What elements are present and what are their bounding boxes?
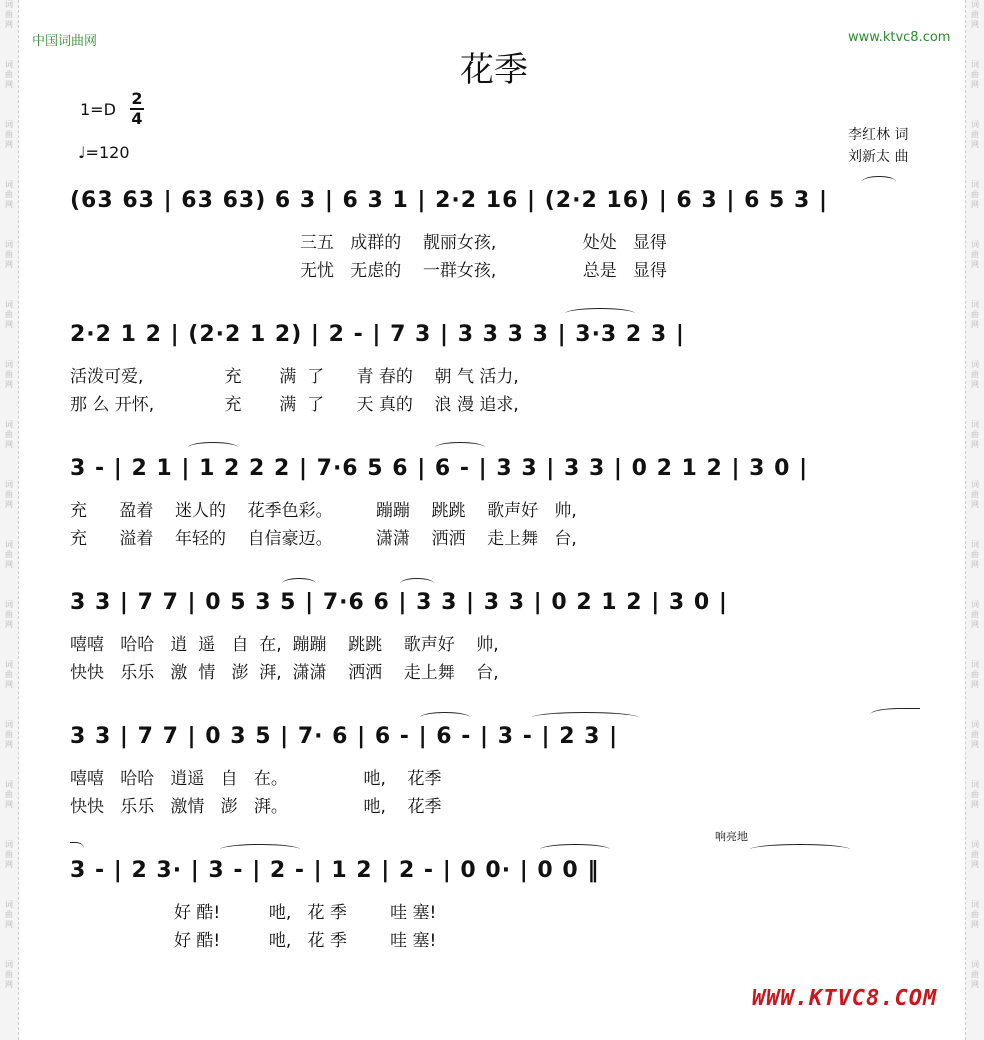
watermark-text: 词 曲 网 xyxy=(971,900,979,929)
slur-mark xyxy=(435,442,485,453)
watermark-text: 词 曲 网 xyxy=(971,780,979,809)
watermark-text: 词 曲 网 xyxy=(5,900,13,929)
footer-logo: WWW.KTVC8.COM xyxy=(752,986,938,1011)
watermark-text: 词 曲 网 xyxy=(971,660,979,689)
score-system-2 xyxy=(70,322,930,422)
time-signature xyxy=(130,90,144,128)
watermark-text: 词 曲 网 xyxy=(5,480,13,509)
watermark-text: 词 曲 网 xyxy=(5,780,13,809)
watermark-text: 词 曲 网 xyxy=(5,360,13,389)
notation-line-6: 3 - | 2 3· | 3 - | 2 - | 1 2 | 2 - | 0 0· | 0 0 ‖ xyxy=(70,858,600,883)
watermark-text: 词 曲 网 xyxy=(971,960,979,989)
watermark-text: 词 曲 网 xyxy=(971,600,979,629)
slur-mark xyxy=(862,176,896,187)
slur-mark xyxy=(540,844,610,855)
watermark-text: 词 曲 网 xyxy=(5,240,13,269)
song-title: 花季 xyxy=(460,50,528,90)
watermark-text: 词 曲 网 xyxy=(5,300,13,329)
watermark-text: 词 曲 网 xyxy=(971,300,979,329)
site-url-right[interactable]: www.ktvc8.com xyxy=(848,30,951,45)
watermark-text: 词 曲 网 xyxy=(971,0,979,29)
score-system-1 xyxy=(70,188,930,288)
tempo xyxy=(78,143,130,162)
watermark-text: 词 曲 网 xyxy=(971,120,979,149)
watermark-text: 词 曲 网 xyxy=(5,660,13,689)
watermark-text: 词 曲 网 xyxy=(5,180,13,209)
slur-mark xyxy=(532,712,638,723)
lyrics-verse-2: 那 么 开怀, 充 满 了 天 真的 浪 漫 追求, xyxy=(70,395,519,415)
time-signature-top: 2 xyxy=(131,89,143,108)
right-watermark-strip xyxy=(965,0,984,1040)
slur-mark xyxy=(400,578,434,589)
watermark-text: 词 曲 网 xyxy=(5,960,13,989)
watermark-text: 词 曲 网 xyxy=(5,120,13,149)
watermark-text: 词 曲 网 xyxy=(971,240,979,269)
notation-line-4: 3 3 | 7 7 | 0 5 3 5 | 7·6 6 | 3 3 | 3 3 | 0 2 1 2 | 3 0 | xyxy=(70,590,728,615)
left-watermark-strip xyxy=(0,0,19,1040)
site-name-left: 中国词曲网 xyxy=(32,34,98,49)
lyrics-verse-2: 好 酷! 吔, 花 季 哇 塞! xyxy=(174,931,437,951)
key-signature: 1=D xyxy=(80,100,116,119)
lyrics-verse-2: 快快 乐乐 激情 澎 湃。 吔, 花季 xyxy=(70,797,442,817)
watermark-text: 词 曲 网 xyxy=(5,420,13,449)
notation-line-3: 3 - | 2 1 | 1 2 2 2 | 7·6 5 6 | 6 - | 3 3 | 3 3 | 0 2 1 2 | 3 0 | xyxy=(70,456,809,481)
lyrics-verse-2: 无忧 无虑的 一群女孩, 总是 显得 xyxy=(300,261,667,281)
lyrics-verse-1: 活泼可爱, 充 满 了 青 春的 朝 气 活力, xyxy=(70,367,519,387)
lyrics-verse-1: 好 酷! 吔, 花 季 哇 塞! xyxy=(174,903,437,923)
watermark-text: 词 曲 网 xyxy=(971,840,979,869)
watermark-text: 词 曲 网 xyxy=(971,480,979,509)
tie-start-mark xyxy=(870,708,920,719)
watermark-text: 词 曲 网 xyxy=(5,720,13,749)
score-system-5 xyxy=(70,724,930,824)
lyrics-verse-1: 嘻嘻 哈哈 逍 遥 自 在, 蹦蹦 跳跳 歌声好 帅, xyxy=(70,635,499,655)
lyrics-verse-1: 三五 成群的 靓丽女孩, 处处 显得 xyxy=(300,233,667,253)
watermark-text: 词 曲 网 xyxy=(971,720,979,749)
tempo-value: =120 xyxy=(85,143,130,162)
lyrics-verse-2: 充 溢着 年轻的 自信豪迈。 潇潇 洒洒 走上舞 台, xyxy=(70,529,577,549)
watermark-text: 词 曲 网 xyxy=(971,420,979,449)
watermark-text: 词 曲 网 xyxy=(5,540,13,569)
watermark-text: 词 曲 网 xyxy=(5,0,13,29)
watermark-text: 词 曲 网 xyxy=(971,540,979,569)
watermark-text: 词 曲 网 xyxy=(971,180,979,209)
slur-mark xyxy=(220,844,300,855)
notation-line-5: 3 3 | 7 7 | 0 3 5 | 7· 6 | 6 - | 6 - | 3 - | 2 3 | xyxy=(70,724,619,749)
slur-mark xyxy=(565,308,635,319)
watermark-text: 词 曲 网 xyxy=(971,60,979,89)
watermark-text: 词 曲 网 xyxy=(5,840,13,869)
slur-mark xyxy=(188,442,238,453)
expression-marking: 响亮地 xyxy=(715,830,748,843)
watermark-text: 词 曲 网 xyxy=(971,360,979,389)
watermark-text: 词 曲 网 xyxy=(5,600,13,629)
lyrics-verse-1: 嘻嘻 哈哈 逍遥 自 在。 吔, 花季 xyxy=(70,769,442,789)
tie-end-mark xyxy=(70,842,84,853)
slur-mark xyxy=(420,712,470,723)
score-system-3 xyxy=(70,456,930,556)
slur-mark xyxy=(750,844,850,855)
composer-credit: 刘新太 曲 xyxy=(848,149,909,165)
notation-line-2: 2·2 1 2 | (2·2 1 2) | 2 - | 7 3 | 3 3 3 3 | 3·3 2 3 | xyxy=(70,322,685,347)
lyrics-verse-2: 快快 乐乐 激 情 澎 湃, 潇潇 洒洒 走上舞 台, xyxy=(70,663,499,683)
quarter-note-icon: ♩ xyxy=(78,143,86,162)
lyricist-credit: 李红林 词 xyxy=(848,127,909,143)
watermark-text: 词 曲 网 xyxy=(5,60,13,89)
time-signature-bottom: 4 xyxy=(131,109,143,128)
notation-line-1: (63 63 | 63 63) 6 3 | 6 3 1 | 2·2 16 | (2·2 16) | 6 3 | 6 5 3 | xyxy=(70,188,828,213)
lyrics-verse-1: 充 盈着 迷人的 花季色彩。 蹦蹦 跳跳 歌声好 帅, xyxy=(70,501,577,521)
slur-mark xyxy=(282,578,316,589)
score-system-6 xyxy=(70,830,930,958)
score-system-4 xyxy=(70,590,930,690)
